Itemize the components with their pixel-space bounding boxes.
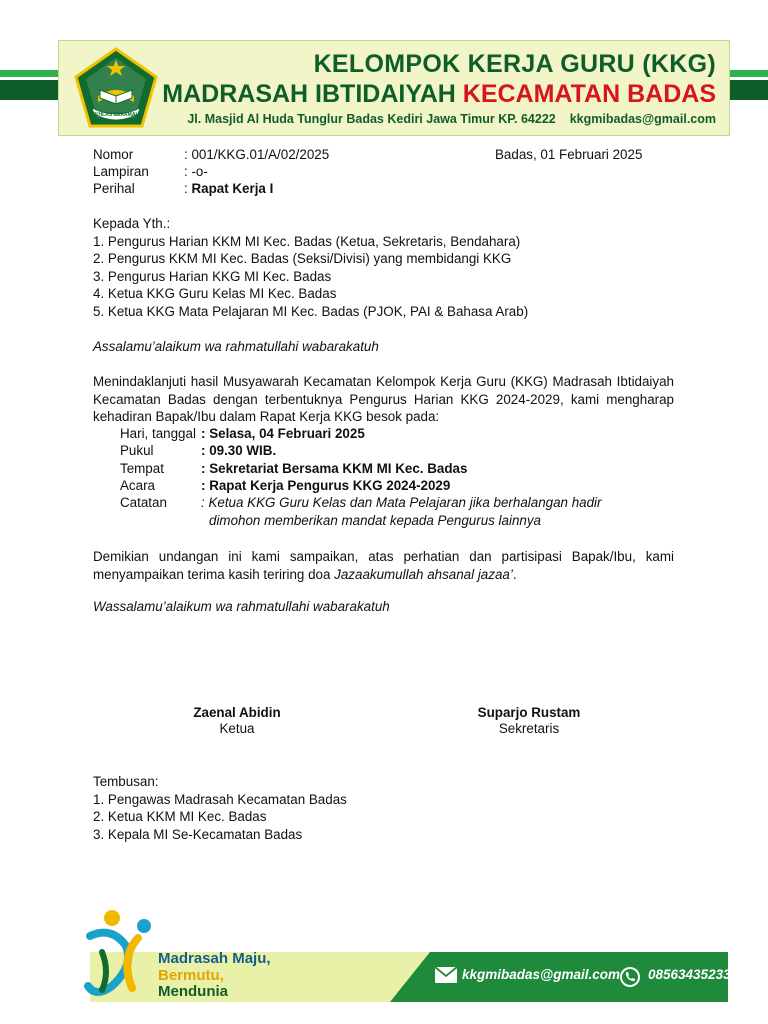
org-subtitle <box>162 80 716 109</box>
tembusan-heading: Tembusan: <box>93 774 159 789</box>
slogan-line2: Bermutu, <box>158 967 224 984</box>
detail-label: Pukul <box>120 443 154 458</box>
signatory-role: Ketua <box>219 721 255 736</box>
catatan-label: Catatan <box>120 495 167 510</box>
recipient-item: 2. Pengurus KKM MI Kec. Badas (Seksi/Divisi) yang membidangi KKG <box>93 251 512 266</box>
org-address-line <box>187 112 716 126</box>
intro-paragraph <box>93 373 674 426</box>
org-email: kkgmibadas@gmail.com <box>569 112 716 126</box>
org-address: Jl. Masjid Al Huda Tunglur Badas Kediri Jawa Timur KP. 64222 <box>187 112 556 126</box>
closing-paragraph <box>93 548 674 583</box>
catatan-line2: dimohon memberikan mandat kepada Pengurus lainnya <box>209 513 541 528</box>
header-stripe-left-dark <box>0 80 58 100</box>
header-stripe-left-light <box>0 70 58 77</box>
catatan-text: Ketua KKG Guru Kelas dan Mata Pelajaran jika berhalangan hadir <box>208 495 602 510</box>
detail-value: : 09.30 WIB. <box>201 443 277 458</box>
signature-sekretaris <box>429 705 629 736</box>
lampiran-label: Lampiran <box>93 164 149 179</box>
intro-line: kehadiran Bapak/Ibu dalam Rapat Kerja KKG besok pada: <box>93 409 440 424</box>
signatory-name: Suparjo Rustam <box>477 705 581 720</box>
slogan-line1: Madrasah Maju, <box>158 950 271 967</box>
closing-greeting: Wassalamu’alaikum wa rahmatullahi wabarakatuh <box>93 599 390 614</box>
recipient-item: 5. Ketua KKG Mata Pelajaran MI Kec. Badas (PJOK, PAI & Bahasa Arab) <box>93 304 529 319</box>
madrasah-emblem-icon <box>82 906 162 1002</box>
tembusan-item: 3. Kepala MI Se-Kecamatan Badas <box>93 827 303 842</box>
opening-greeting: Assalamu’alaikum wa rahmatullahi wabarakatuh <box>93 339 379 354</box>
closing-doa: Jazaakumullah ahsanal jazaa’ <box>334 566 513 582</box>
logo-motto: IKHLAS BERAMAL <box>93 112 139 118</box>
detail-value: : Sekretariat Bersama KKM MI Kec. Badas <box>201 461 468 476</box>
detail-value: : Selasa, 04 Februari 2025 <box>201 426 365 441</box>
perihal-value <box>184 181 273 196</box>
detail-value-text: Selasa, 04 Februari 2025 <box>209 426 365 441</box>
tembusan-item: 2. Ketua KKM MI Kec. Badas <box>93 809 267 824</box>
nomor-label: Nomor <box>93 147 134 162</box>
mail-icon <box>434 966 458 984</box>
detail-label: Hari, tanggal <box>120 426 196 441</box>
closing-text: menyampaikan terima kasih teriring doa <box>93 566 335 582</box>
perihal-label: Perihal <box>93 181 135 196</box>
detail-value-text: Sekretariat Bersama KKM MI Kec. Badas <box>209 461 468 476</box>
header-stripe-right-light <box>730 70 768 77</box>
catatan-line1: : Ketua KKG Guru Kelas dan Mata Pelajaran jika berhalangan hadir <box>201 495 602 510</box>
org-subtitle-green: MADRASAH IBTIDAIYAH <box>162 80 463 108</box>
footer-phone: 08563435233 <box>648 967 731 982</box>
footer-email: kkgmibadas@gmail.com <box>462 967 620 982</box>
recipient-item: 1. Pengurus Harian KKM MI Kec. Badas (Ketua, Sekretaris, Bendahara) <box>93 234 521 249</box>
org-subtitle-red: KECAMATAN BADAS <box>462 80 716 108</box>
signatory-role: Sekretaris <box>498 721 560 736</box>
recipient-item: 3. Pengurus Harian KKG MI Kec. Badas <box>93 269 332 284</box>
kemenag-logo-icon <box>70 46 162 132</box>
nomor-value: : 001/KKG.01/A/02/2025 <box>184 147 330 162</box>
closing-line <box>93 566 674 584</box>
tembusan-item: 1. Pengawas Madrasah Kecamatan Badas <box>93 792 347 807</box>
place-date: Badas, 01 Februari 2025 <box>495 147 643 162</box>
intro-line: Menindaklanjuti hasil Musyawarah Kecamatan Kelompok Kerja Guru (KKG) Madrasah Ibtidaiyah <box>93 374 674 389</box>
signatory-name: Zaenal Abidin <box>193 705 281 720</box>
org-title: KELOMPOK KERJA GURU (KKG) <box>313 50 716 78</box>
perihal-text: Rapat Kerja I <box>191 181 274 196</box>
perihal-colon: : <box>184 181 192 196</box>
detail-label: Acara <box>120 478 155 493</box>
detail-value-text: Rapat Kerja Pengurus KKG 2024-2029 <box>209 478 451 493</box>
intro-line: Kecamatan Badas dengan terbentuknya Pengurus Harian KKG 2024-2029, kami mengharap <box>93 391 674 407</box>
recipients-heading: Kepada Yth.: <box>93 216 171 231</box>
recipient-item: 4. Ketua KKG Guru Kelas MI Kec. Badas <box>93 286 337 301</box>
signature-ketua <box>137 705 337 736</box>
slogan-line3: Mendunia <box>158 983 228 1000</box>
whatsapp-icon <box>619 966 641 988</box>
header-stripe-right-dark <box>730 80 768 100</box>
detail-label: Tempat <box>120 461 164 476</box>
detail-value-text: 09.30 WIB. <box>209 443 277 458</box>
closing-line: Demikian undangan ini kami sampaikan, atas perhatian dan partisipasi Bapak/Ibu, kami <box>93 549 674 564</box>
lampiran-value: : -o- <box>184 164 208 179</box>
detail-value: : Rapat Kerja Pengurus KKG 2024-2029 <box>201 478 451 493</box>
closing-period: . <box>512 566 517 582</box>
